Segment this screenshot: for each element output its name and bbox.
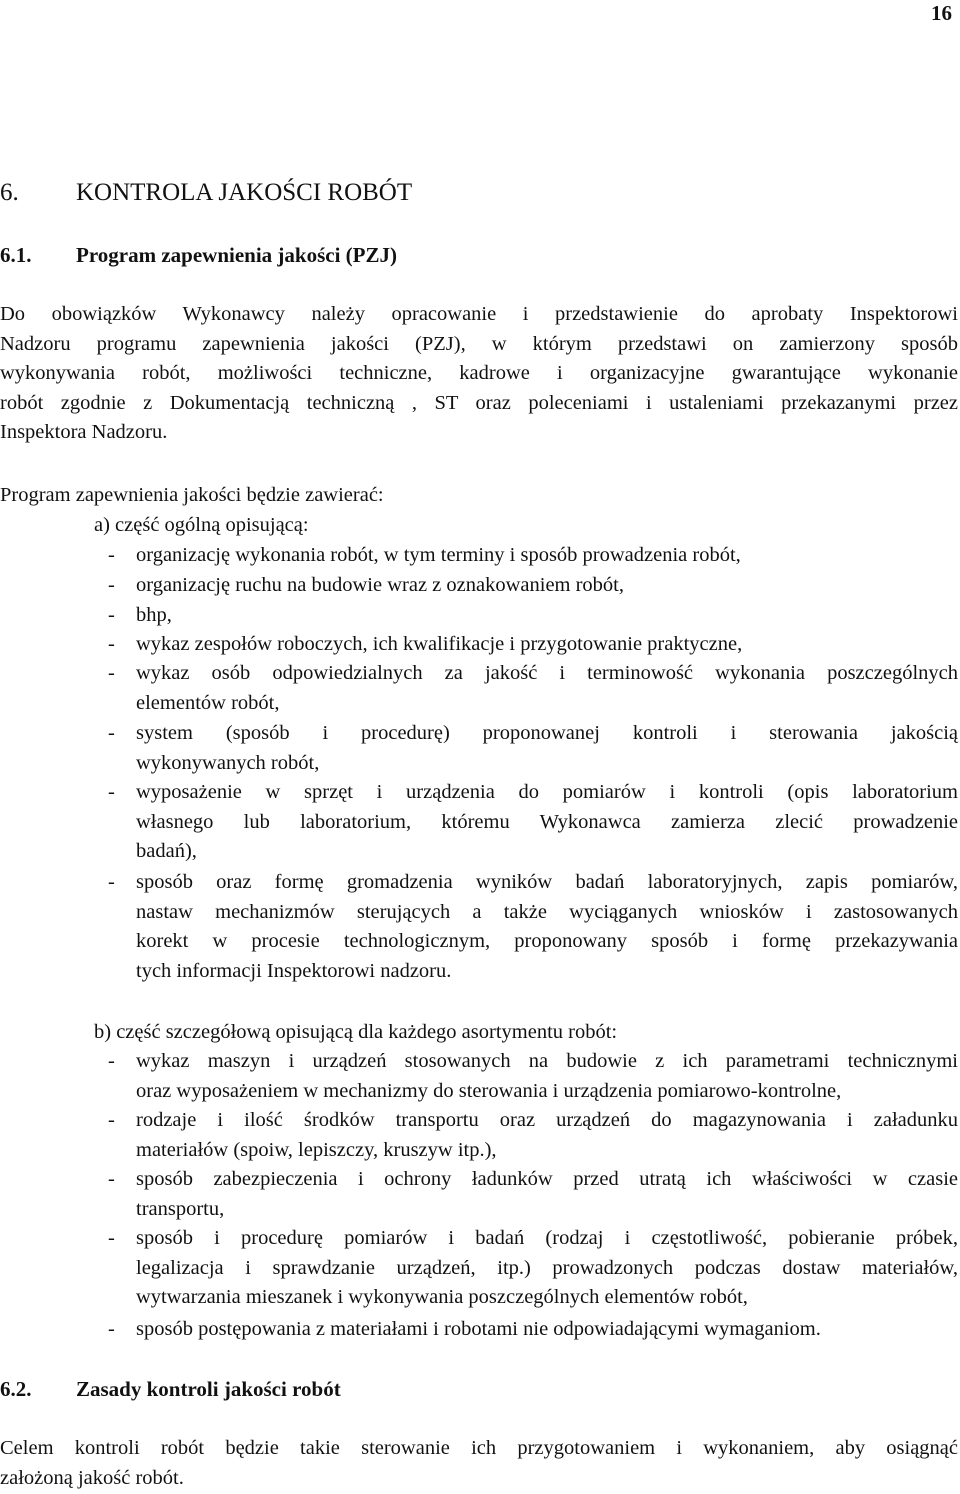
- section-title: KONTROLA JAKOŚCI ROBÓT: [76, 179, 413, 206]
- bullet-dash: -: [108, 544, 115, 566]
- subsection-number: 6.1.: [0, 243, 32, 267]
- list-item: [108, 630, 958, 660]
- list-item: [108, 1106, 958, 1165]
- section-heading: [0, 177, 412, 209]
- list-item-line: rodzaje i ilość środków transportu oraz urządzeń do magazynowania i załadunku: [136, 1109, 958, 1131]
- list-item: [108, 541, 958, 571]
- list-item-line: wykonywanych robót,: [136, 751, 320, 774]
- section-number: 6.: [0, 179, 19, 206]
- list-item-line: sposób zabezpieczenia i ochrony ładunków przed utratą ich właściwości w czasie: [136, 1168, 958, 1190]
- list-item: [108, 868, 958, 987]
- list-item-line: korekt w procesie technologicznym, proponowany sposób i formę przekazywania: [136, 930, 958, 953]
- bullet-dash: -: [108, 1227, 115, 1249]
- list-item-line: sposób i procedurę pomiarów i badań (rodzaj i częstotliwość, pobieranie próbek,: [136, 1227, 958, 1249]
- list-item-line: bhp,: [136, 604, 172, 626]
- list-item-line: legalizacja i sprawdzanie urządzeń, itp.) prowadzonych podczas dostaw materiałów,: [136, 1256, 958, 1279]
- list-item-line: transportu,: [136, 1197, 225, 1220]
- bullet-dash: -: [108, 722, 115, 744]
- list-item: [108, 659, 958, 718]
- page-number: 16: [931, 1, 952, 25]
- paragraph-line: Do obowiązków Wykonawcy należy opracowanie i przedstawienie do aprobaty Inspektorowi: [0, 303, 958, 325]
- bullet-dash: -: [108, 633, 115, 655]
- subsection-number: 6.2.: [0, 1377, 32, 1401]
- list-item-line: wykaz osób odpowiedzialnych za jakość i terminowość wykonania poszczególnych: [136, 662, 958, 684]
- list-item: [108, 1315, 958, 1345]
- list-item-line: sposób oraz formę gromadzenia wyników badań laboratoryjnych, zapis pomiarów,: [136, 871, 958, 893]
- list-item: [108, 1224, 958, 1313]
- bullet-dash: -: [108, 574, 115, 596]
- intro-paragraph: [0, 300, 958, 448]
- subsection-heading-6-1: [0, 241, 397, 269]
- list-item-line: wytwarzania mieszanek i wykonywania poszczególnych elementów robót,: [136, 1286, 748, 1309]
- list-item-line: nastaw mechanizmów sterujących a także wyciąganych wniosków i zastosowanych: [136, 900, 958, 923]
- part-b-label: b) część szczegółową opisującą dla każdego asortymentu robót:: [94, 1021, 618, 1043]
- bullet-dash: -: [108, 662, 115, 684]
- program-intro: Program zapewnienia jakości będzie zawierać:: [0, 484, 384, 506]
- list-item-line: sposób postępowania z materiałami i robotami nie odpowiadającymi wymaganiom.: [136, 1318, 821, 1340]
- paragraph-line: Celem kontroli robót będzie takie sterowanie ich przygotowaniem i wykonaniem, aby osiągnąć: [0, 1437, 958, 1459]
- list-item-line: tych informacji Inspektorowi nadzoru.: [136, 960, 452, 983]
- bullet-dash: -: [108, 604, 115, 626]
- bullet-dash: -: [108, 1109, 115, 1131]
- bullet-dash: -: [108, 1168, 115, 1190]
- paragraph-line: założoną jakość robót.: [0, 1466, 184, 1489]
- list-item-line: materiałów (spoiw, lepiszczy, kruszyw itp.),: [136, 1138, 497, 1161]
- list-item-line: oraz wyposażeniem w mechanizmy do sterowania i urządzenia pomiarowo-kontrolne,: [136, 1079, 842, 1102]
- list-item-line: organizację wykonania robót, w tym terminy i sposób prowadzenia robót,: [136, 544, 741, 566]
- list-item: [108, 571, 958, 601]
- list-item-line: badań),: [136, 840, 197, 863]
- paragraph-line: Inspektora Nadzoru.: [0, 421, 168, 443]
- bullet-dash: -: [108, 1318, 115, 1340]
- list-item: [108, 601, 958, 631]
- list-item-line: system (sposób i procedurę) proponowanej kontroli i sterowania jakością: [136, 722, 958, 744]
- list-item-line: wyposażenie w sprzęt i urządzenia do pomiarów i kontroli (opis laboratorium: [136, 781, 958, 803]
- list-item-line: organizację ruchu na budowie wraz z oznakowaniem robót,: [136, 574, 625, 596]
- subsection-title: Program zapewnienia jakości (PZJ): [76, 243, 397, 267]
- paragraph-line: Nadzoru programu zapewnienia jakości (PZJ), w którym przedstawi on zamierzony sposób: [0, 332, 958, 355]
- closing-paragraph: [0, 1434, 958, 1493]
- list-item: [108, 1165, 958, 1224]
- part-a-label: a) część ogólną opisującą:: [94, 514, 309, 536]
- paragraph-line: wykonywania robót, możliwości techniczne, kadrowe i organizacyjne gwarantujące wykonanie: [0, 362, 958, 384]
- list-item-line: wykaz maszyn i urządzeń stosowanych na budowie z ich parametrami technicznymi: [136, 1050, 958, 1072]
- bullet-dash: -: [108, 1050, 115, 1072]
- list-item-line: elementów robót,: [136, 691, 280, 714]
- bullet-dash: -: [108, 781, 115, 803]
- list-item: [108, 719, 958, 778]
- list-item-line: własnego lub laboratorium, któremu Wykonawca zamierza zlecić prowadzenie: [136, 810, 958, 833]
- list-item: [108, 778, 958, 867]
- list-item-line: wykaz zespołów roboczych, ich kwalifikacje i przygotowanie praktyczne,: [136, 633, 743, 655]
- paragraph-line: robót zgodnie z Dokumentacją techniczną , ST oraz poleceniami i ustaleniami przekazanymi przez: [0, 391, 958, 414]
- subsection-title: Zasady kontroli jakości robót: [76, 1377, 341, 1401]
- subsection-heading-6-2: [0, 1375, 341, 1403]
- list-item: [108, 1047, 958, 1106]
- bullet-dash: -: [108, 871, 115, 893]
